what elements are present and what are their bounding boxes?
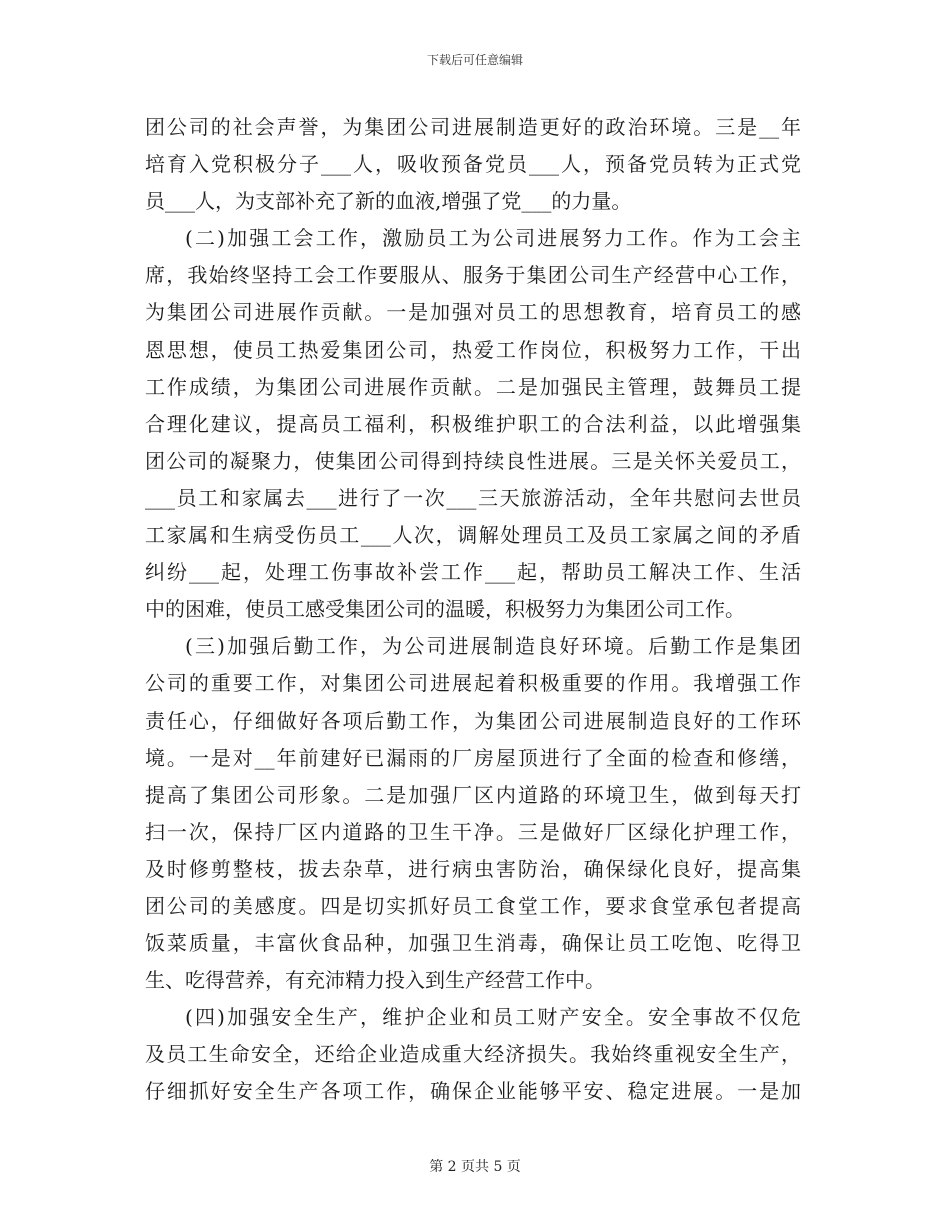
text-line: ___员工和家属去___进行了一次___三天旅游活动，全年共慰问去世员 [145,485,801,510]
text-line: 合理化建议，提高员工福利，积极维护职工的合法利益，以此增强集 [145,411,801,436]
text-line: 扫一次，保持厂区内道路的卫生干净。三是做好厂区绿化护理工作， [145,819,801,844]
paragraph-first-line: (三)加强后勤工作，为公司进展制造良好环境。后勤工作是集团 [185,634,801,659]
text-line: 及时修剪整枝，拔去杂草，进行病虫害防治，确保绿化良好，提高集 [145,856,801,881]
text-line: 提高了集团公司形象。二是加强厂区内道路的环境卫生，做到每天打 [145,782,801,807]
text-line: 席，我始终坚持工会工作要服从、服务于集团公司生产经营中心工作， [145,263,801,288]
text-line: 为集团公司进展作贡献。一是加强对员工的思想教育，培育员工的感 [145,300,801,325]
text-line: 员___人，为支部补充了新的血液,增强了党___的力量。 [145,189,632,214]
text-line: 及员工生命安全，还给企业造成重大经济损失。我始终重视安全生产， [145,1042,801,1067]
text-line: 恩思想，使员工热爱集团公司，热爱工作岗位，积极努力工作，干出 [145,337,801,362]
text-line: 生、吃得营养，有充沛精力投入到生产经营工作中。 [145,968,605,993]
text-line: 团公司的凝聚力，使集团公司得到持续良性进展。三是关怀关爱员工， [145,448,801,473]
text-line: 团公司的美感度。四是切实抓好员工食堂工作，要求食堂承包者提高 [145,893,801,918]
paragraph-first-line: (四)加强安全生产，维护企业和员工财产安全。安全事故不仅危 [185,1005,801,1030]
text-line: 纠纷___起，处理工伤事故补尝工作___起，帮助员工解决工作、生活 [145,560,801,585]
text-line: 中的困难，使员工感受集团公司的温暖，积极努力为集团公司工作。 [145,597,745,622]
page-footer: 第 2 页共 5 页 [429,1159,521,1175]
text-line: 公司的重要工作，对集团公司进展起着积极重要的作用。我增强工作 [145,671,801,696]
text-line: 团公司的社会声誉，为集团公司进展制造更好的政治环境。三是__年 [145,115,801,139]
text-line: 仔细抓好安全生产各项工作，确保企业能够平安、稳定进展。一是加 [145,1079,801,1104]
text-line: 工家属和生病受伤员工___人次，调解处理员工及员工家属之间的矛盾 [145,523,801,548]
text-line: 培育入党积极分子___人，吸收预备党员___人，预备党员转为正式党 [145,152,801,177]
text-line: 责任心，仔细做好各项后勤工作，为集团公司进展制造良好的工作环 [145,708,801,733]
page-header: 下载后可任意编辑 [426,53,523,67]
text-line: 工作成绩，为集团公司进展作贡献。二是加强民主管理，鼓舞员工提 [145,374,801,399]
text-line: 饭菜质量，丰富伙食品种，加强卫生消毒，确保让员工吃饱、吃得卫 [145,931,801,956]
text-line: 境。一是对__年前建好已漏雨的厂房屋顶进行了全面的检查和修缮， [145,745,801,770]
paragraph-first-line: (二)加强工会工作，激励员工为公司进展努力工作。作为工会主 [185,226,801,251]
document-body [145,109,801,1111]
